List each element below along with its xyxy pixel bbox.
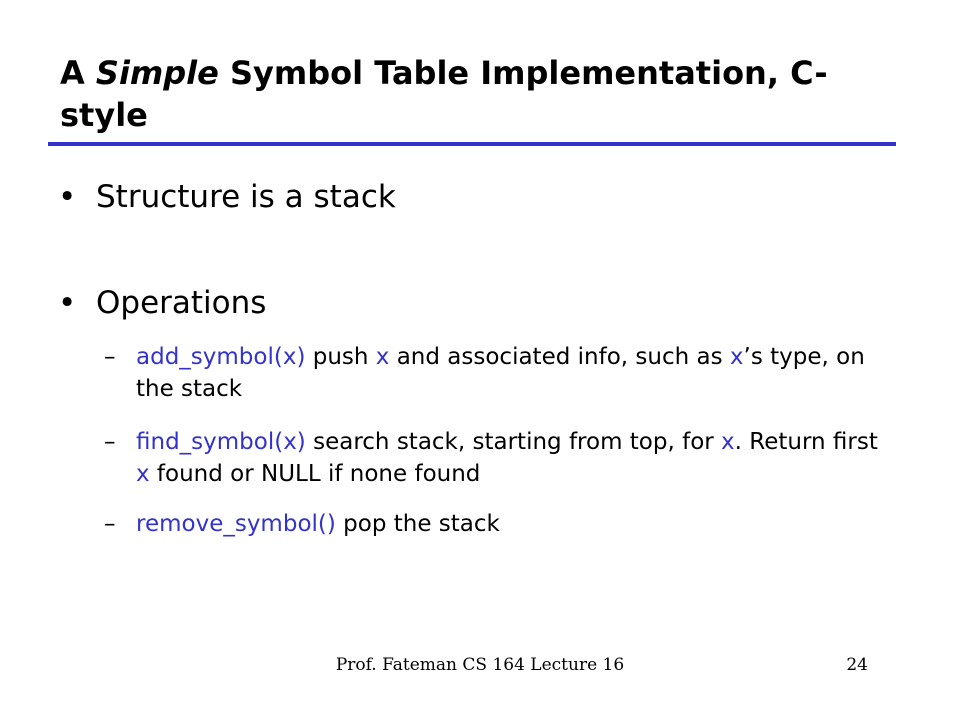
- operation-var: x: [136, 461, 150, 487]
- title-underline: [48, 142, 896, 146]
- operation-desc: . Return first: [734, 429, 878, 455]
- dash-marker: –: [104, 344, 116, 370]
- title-rest: Symbol Table Implementation, C-style: [60, 54, 828, 134]
- bullet-text: Structure is a stack: [96, 179, 396, 215]
- page-number: 24: [846, 655, 868, 675]
- title-prefix: A: [60, 54, 96, 92]
- operation-var: x: [729, 344, 744, 370]
- footer-text: Prof. Fateman CS 164 Lecture 16: [335, 655, 625, 675]
- operation-desc: push: [305, 344, 376, 370]
- operation-var: x: [375, 344, 390, 370]
- operation-desc: and associated info, such as: [389, 344, 730, 370]
- operation-desc: pop the stack: [335, 511, 500, 537]
- operation-code: remove_symbol(): [136, 511, 336, 537]
- slide-title: [60, 52, 900, 136]
- operation-code: find_symbol(x): [136, 429, 306, 455]
- bullet-text: Operations: [96, 285, 267, 321]
- title-emphasis: Simple: [95, 54, 219, 92]
- dash-marker: –: [104, 429, 116, 455]
- operation-desc: search stack, starting from top, for: [305, 429, 722, 455]
- operation-desc: ’s type, on the stack: [136, 344, 865, 402]
- operation-code: add_symbol(x): [136, 344, 306, 370]
- bullet-dot: •: [58, 179, 77, 215]
- bullet-dot: •: [58, 285, 77, 321]
- operation-var: x: [721, 429, 735, 455]
- dash-marker: –: [104, 511, 116, 537]
- operation-desc: found or NULL if none found: [149, 461, 481, 487]
